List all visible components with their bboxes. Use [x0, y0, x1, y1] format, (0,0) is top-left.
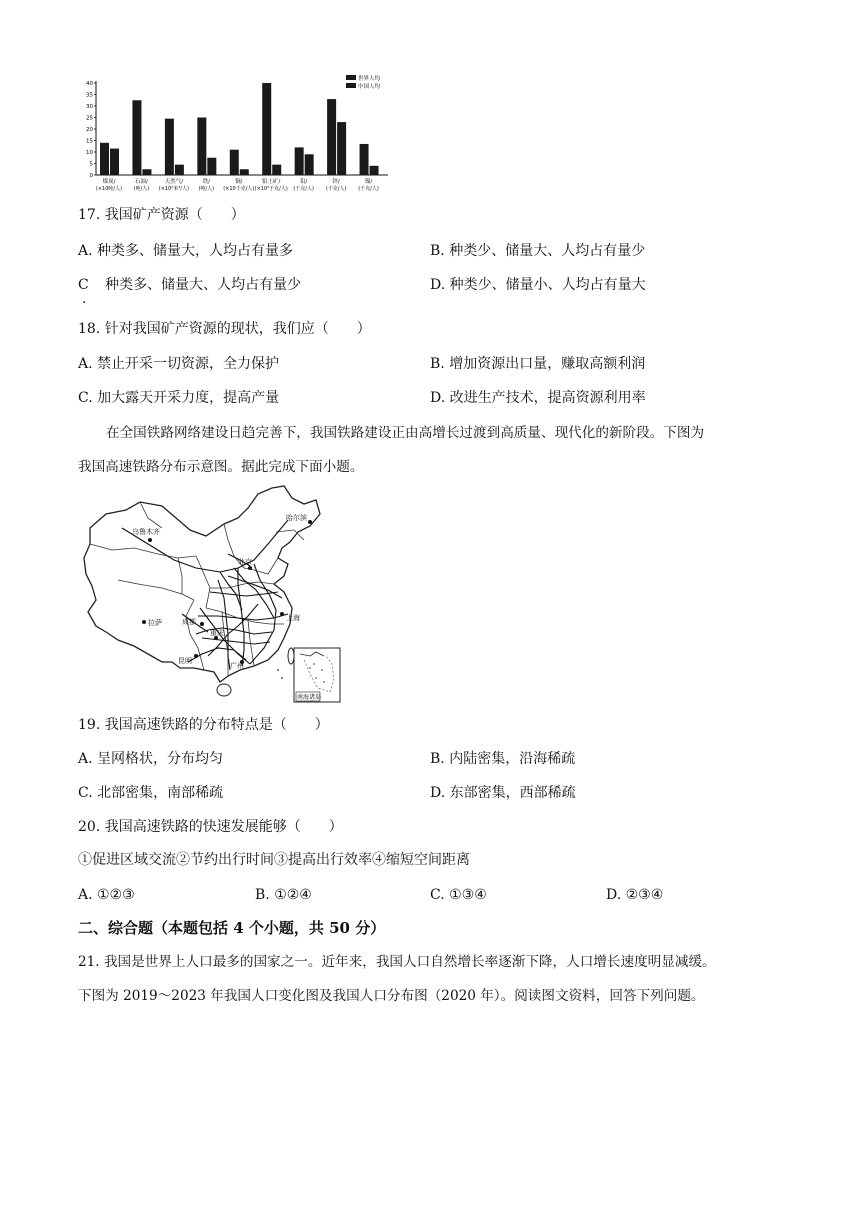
q21-line-1: 21. 我国是世界上人口最多的国家之一。近年来，我国人口自然增长率逐渐下降，人口增长速度明显减缓。: [78, 954, 716, 970]
map-label-urumqi: 乌鲁木齐: [132, 528, 160, 536]
china-outline: [84, 486, 320, 682]
q18-option-c[interactable]: C. 加大露天开采力度，提高产量: [78, 390, 280, 406]
legend-swatch: [346, 75, 356, 80]
legend-label: 世界人均: [358, 76, 381, 82]
bar-world: [360, 144, 369, 175]
map-label-shanghai: 上海: [286, 614, 300, 622]
x-tick-unit: (千克/人): [325, 186, 347, 192]
y-tick-labels: [86, 81, 94, 179]
x-tick-label: 锌/: [332, 179, 340, 185]
chart-legend: [346, 74, 381, 90]
bar-world: [100, 143, 109, 175]
q18-option-a[interactable]: A. 禁止开采一切资源，全力保护: [78, 356, 280, 372]
bar-china: [305, 154, 314, 175]
y-tick-label: 35: [86, 92, 93, 99]
q19-option-c[interactable]: C. 北部密集，南部稀疏: [78, 785, 224, 801]
bar-china: [110, 149, 119, 175]
inset-label: 南海诸岛: [297, 694, 322, 701]
map-label-kunming: 昆明: [178, 657, 192, 665]
q19-stem: 19. 我国高速铁路的分布特点是（ ）: [78, 717, 329, 733]
bar-world: [295, 147, 304, 175]
q17-option-a[interactable]: A. 种类多、储量大，人均占有量多: [78, 243, 294, 259]
x-tick-label: 石油/: [135, 179, 148, 185]
x-tick-label: 镍/: [364, 179, 373, 185]
x-tick-labels: [96, 177, 379, 192]
bar-china: [240, 169, 249, 175]
x-tick-label: 煤炭/: [102, 179, 116, 185]
bar-world: [197, 118, 206, 176]
x-tick-label: 天然气/: [164, 179, 184, 185]
taiwan-island: [288, 648, 294, 664]
x-tick-unit: (千克/人): [358, 186, 379, 192]
q17-option-c-text: 种类多、储量大、人均占有量少: [105, 277, 302, 293]
q17-option-b[interactable]: B. 种类少、储量大、人均占有量少: [430, 243, 646, 259]
legend-swatch: [346, 83, 356, 88]
x-tick-unit: (×10吨/人): [95, 186, 123, 192]
south-china-sea-inset: [294, 648, 340, 702]
q20-option-a[interactable]: A. ①②③: [78, 887, 135, 903]
q19-option-b[interactable]: B. 内陆密集，沿海稀疏: [430, 751, 576, 767]
bar-china: [337, 122, 346, 175]
x-tick-label: 铁/: [202, 179, 211, 185]
x-tick-unit: (×10²千克/人): [254, 186, 288, 192]
q20-option-c[interactable]: C. ①③④: [430, 887, 487, 903]
q20-option-d[interactable]: D. ②③④: [606, 887, 664, 903]
x-tick-unit: (吨/人): [198, 186, 215, 192]
q18-option-b[interactable]: B. 增加资源出口量，赚取高额利润: [430, 356, 646, 372]
chart-bars: [100, 83, 379, 175]
bar-china: [207, 158, 216, 175]
q19-option-d[interactable]: D. 东部密集，西部稀疏: [430, 785, 576, 801]
map-label-guangzhou: 广州: [230, 662, 244, 670]
q17-option-d[interactable]: D. 种类少、储量小、人均占有量大: [430, 277, 646, 293]
x-tick-unit: (×10²米³/人): [158, 186, 189, 192]
hainan-island: [217, 684, 231, 696]
bar-china: [370, 166, 379, 175]
y-tick-label: 10: [86, 150, 93, 156]
y-tick-label: 0: [89, 173, 93, 179]
bar-world: [132, 100, 141, 175]
passage-line-2: 我国高速铁路分布示意图。据此完成下面小题。: [78, 459, 364, 475]
q17-option-c-letter: C: [78, 277, 89, 293]
y-tick-label: 30: [86, 104, 93, 110]
y-tick-label: 5: [89, 161, 93, 168]
bar-world: [230, 150, 239, 175]
y-tick-label: 40: [86, 81, 93, 87]
map-label-chengdu: 成都: [182, 618, 196, 626]
passage-line-1: 在全国铁路网络建设日趋完善下，我国铁路建设正由高增长过渡到高质量、现代化的新阶段。下图为: [106, 425, 705, 441]
y-tick-label: 25: [86, 115, 93, 122]
bar-china: [175, 165, 184, 175]
q18-stem: 18. 针对我国矿产资源的现状，我们应（ ）: [78, 321, 371, 337]
mineral-resources-bar-chart: [78, 72, 398, 200]
q19-option-a[interactable]: A. 呈网格状，分布均匀: [78, 751, 224, 767]
q20-option-b[interactable]: B. ①②④: [255, 887, 312, 903]
legend-label: 中国人均: [358, 84, 381, 90]
map-label-chongqing: 重庆: [210, 629, 224, 637]
bar-world: [165, 119, 174, 175]
q20-stem: 20. 我国高速铁路的快速发展能够（ ）: [78, 819, 343, 835]
bar-china: [142, 169, 151, 175]
x-tick-unit: (×10千克/人): [223, 186, 255, 192]
x-tick-label: 铝土矿/: [262, 179, 281, 185]
x-tick-unit: (吨/人): [133, 186, 150, 192]
q21-line-2: 下图为 2019～2023 年我国人口变化图及我国人口分布图（2020 年）。阅读图文资料，回答下列问题。: [78, 988, 705, 1004]
x-tick-label: 铅/: [299, 179, 308, 185]
map-label-beijing: 北京: [238, 558, 252, 566]
q18-option-d[interactable]: D. 改进生产技术，提高资源利用率: [430, 390, 646, 406]
bar-world: [327, 99, 336, 175]
q17-option-c[interactable]: [78, 276, 302, 307]
map-label-lhasa: 拉萨: [148, 619, 162, 627]
china-high-speed-rail-map: [78, 484, 346, 706]
y-tick-label: 15: [86, 138, 93, 145]
section-2-title: 二、综合题（本题包括 4 个小题，共 50 分）: [78, 919, 386, 937]
map-label-harbin: 哈尔滨: [286, 514, 307, 522]
bar-china: [272, 165, 281, 175]
x-tick-label: 铜/: [235, 179, 243, 185]
bar-world: [262, 83, 271, 175]
x-tick-unit: (千克/人): [293, 186, 314, 192]
q17-stem: 17. 我国矿产资源（ ）: [78, 207, 245, 223]
q17-option-c-dot: .: [82, 291, 87, 307]
q20-items: ①促进区域交流②节约出行时间③提高出行效率④缩短空间距离: [78, 852, 470, 868]
y-tick-label: 20: [86, 127, 93, 133]
